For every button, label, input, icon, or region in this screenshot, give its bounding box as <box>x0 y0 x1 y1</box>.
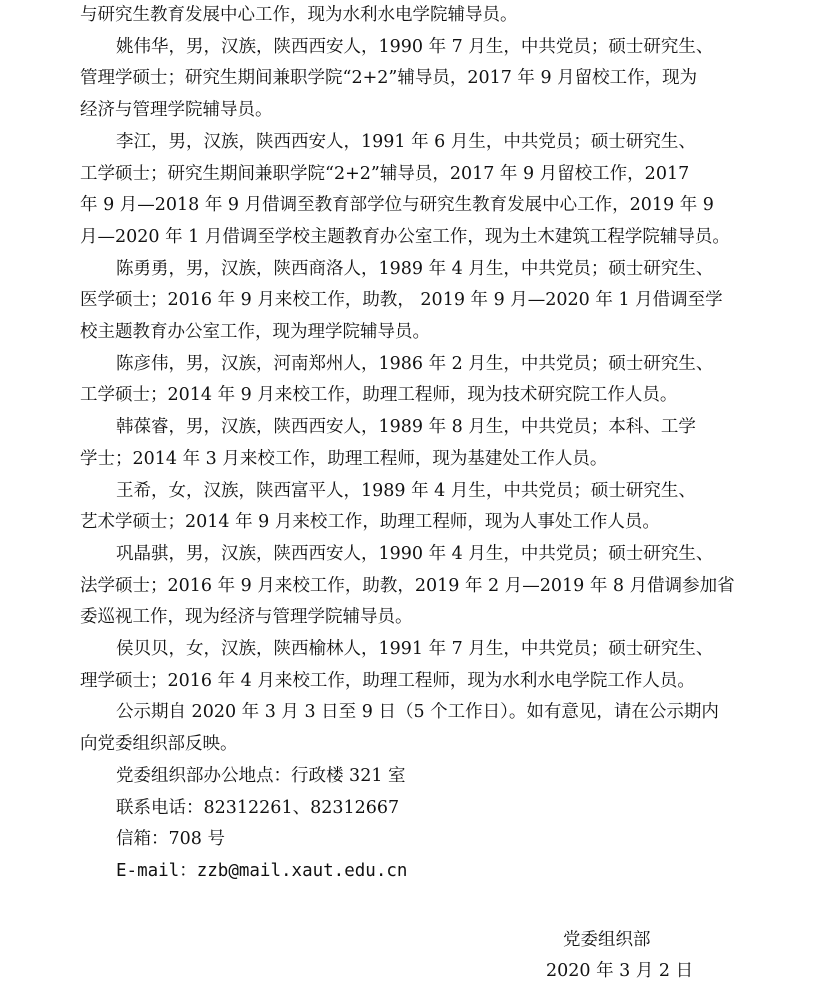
text-line: 校主题教育办公室工作，现为理学院辅导员。 <box>80 322 430 343</box>
text-line: 向党委组织部反映。 <box>80 734 238 755</box>
phone-line: 联系电话：82312261、82312667 <box>116 797 400 818</box>
office-address-line: 党委组织部办公地点：行政楼 321 室 <box>116 765 406 786</box>
text-line: 王希，女，汉族，陕西富平人，1989 年 4 月生，中共党员；硕士研究生、 <box>116 480 696 501</box>
text-line: 法学硕士；2016 年 9 月来校工作，助教，2019 年 2 月—2019 年 8 月借调参加省 <box>80 575 735 596</box>
text-line: 医学硕士；2016 年 9 月来校工作，助教， 2019 年 9 月—2020 年 1 月借调至学 <box>80 290 723 311</box>
mailbox-line: 信箱：708 号 <box>116 829 225 850</box>
text-line: 李江，男，汉族，陕西西安人，1991 年 6 月生，中共党员；硕士研究生、 <box>116 131 696 152</box>
text-line: 委巡视工作，现为经济与管理学院辅导员。 <box>80 607 413 628</box>
text-line: 陈彦伟，男，汉族，河南郑州人，1986 年 2 月生，中共党员；硕士研究生、 <box>116 353 714 374</box>
text-line: 年 9 月—2018 年 9 月借调至教育部学位与研究生教育发展中心工作，2019 年 9 <box>80 195 714 216</box>
text-line: 巩晶骐，男，汉族，陕西西安人，1990 年 4 月生，中共党员；硕士研究生、 <box>116 543 714 564</box>
text-line: 管理学硕士；研究生期间兼职学院“2+2”辅导员，2017 年 9 月留校工作，现为 <box>80 68 698 89</box>
text-line: 工学硕士；研究生期间兼职学院“2+2”辅导员，2017 年 9 月留校工作，2017 <box>80 163 690 184</box>
text-line: 经济与管理学院辅导员。 <box>80 100 273 121</box>
text-line: 陈勇勇，男，汉族，陕西商洛人，1989 年 4 月生，中共党员；硕士研究生、 <box>116 258 714 279</box>
email-line: E-mail：zzb@mail.xaut.edu.cn <box>116 860 408 881</box>
text-line: 学士；2014 年 3 月来校工作，助理工程师，现为基建处工作人员。 <box>80 448 608 469</box>
document-body <box>80 0 760 888</box>
signature-department: 党委组织部 <box>563 930 651 950</box>
text-line: 姚伟华，男，汉族，陕西西安人，1990 年 7 月生，中共党员；硕士研究生、 <box>116 36 714 57</box>
text-line: 艺术学硕士；2014 年 9 月来校工作，助理工程师，现为人事处工作人员。 <box>80 512 660 533</box>
text-line: 侯贝贝，女，汉族，陕西榆林人，1991 年 7 月生，中共党员；硕士研究生、 <box>116 639 714 660</box>
text-line: 与研究生教育发展中心工作，现为水利水电学院辅导员。 <box>80 5 518 25</box>
text-line: 韩葆睿，男，汉族，陕西西安人，1989 年 8 月生，中共党员；本科、工学 <box>116 417 696 438</box>
text-line: 理学硕士；2016 年 4 月来校工作，助理工程师，现为水利水电学院工作人员。 <box>80 670 695 691</box>
signature-date: 2020 年 3 月 2 日 <box>546 961 694 981</box>
document-text <box>80 0 760 888</box>
text-line: 月—2020 年 1 月借调至学校主题教育办公室工作，现为土木建筑工程学院辅导员。 <box>80 226 730 247</box>
text-line: 工学硕士；2014 年 9 月来校工作，助理工程师，现为技术研究院工作人员。 <box>80 385 678 406</box>
text-line: 公示期自 2020 年 3 月 3 日至 9 日（5 个工作日）。如有意见，请在公示期内 <box>116 702 719 723</box>
